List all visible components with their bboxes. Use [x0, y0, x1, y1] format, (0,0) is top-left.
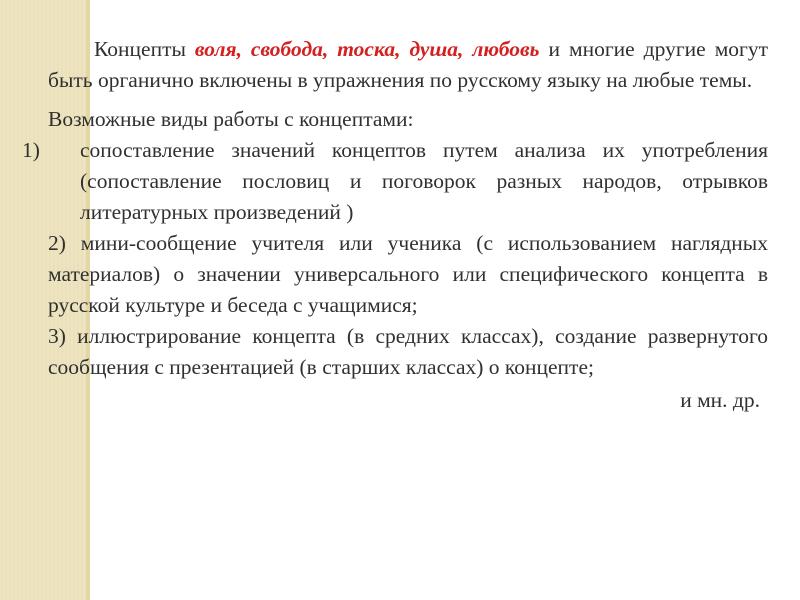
subheading: Возможные виды работы с концептами: — [48, 107, 414, 131]
list-item-2: 2) мини-сообщение учителя или ученика (с использованием наглядных материалов) о значении универсального или специфического концепта в русской культуре и беседа с учащимися; — [48, 231, 768, 317]
intro-paragraph — [48, 34, 768, 96]
list-marker-1: 1) — [22, 138, 40, 162]
intro-lead: Концепты — [94, 37, 195, 61]
closing-note: и мн. др. — [680, 388, 760, 412]
intro-tail: и многие другие могут быть органично включены в упражнения по русскому языку на любые темы. — [48, 37, 769, 92]
concept-list: воля, свобода, тоска, душа, любовь — [194, 37, 540, 61]
list-item-1 — [22, 135, 768, 228]
slide-content — [22, 34, 769, 416]
list-item-1-text: сопоставление значений концептов путем анализа их употребления (сопоставление пословиц и поговорок разных народов, отрывков литературных произведений ) — [80, 138, 768, 224]
list-item-3: 3) иллюстрирование концепта (в средних классах), создание развернутого сообщения с презентацией (в старших классах) о концепте; — [48, 324, 768, 379]
